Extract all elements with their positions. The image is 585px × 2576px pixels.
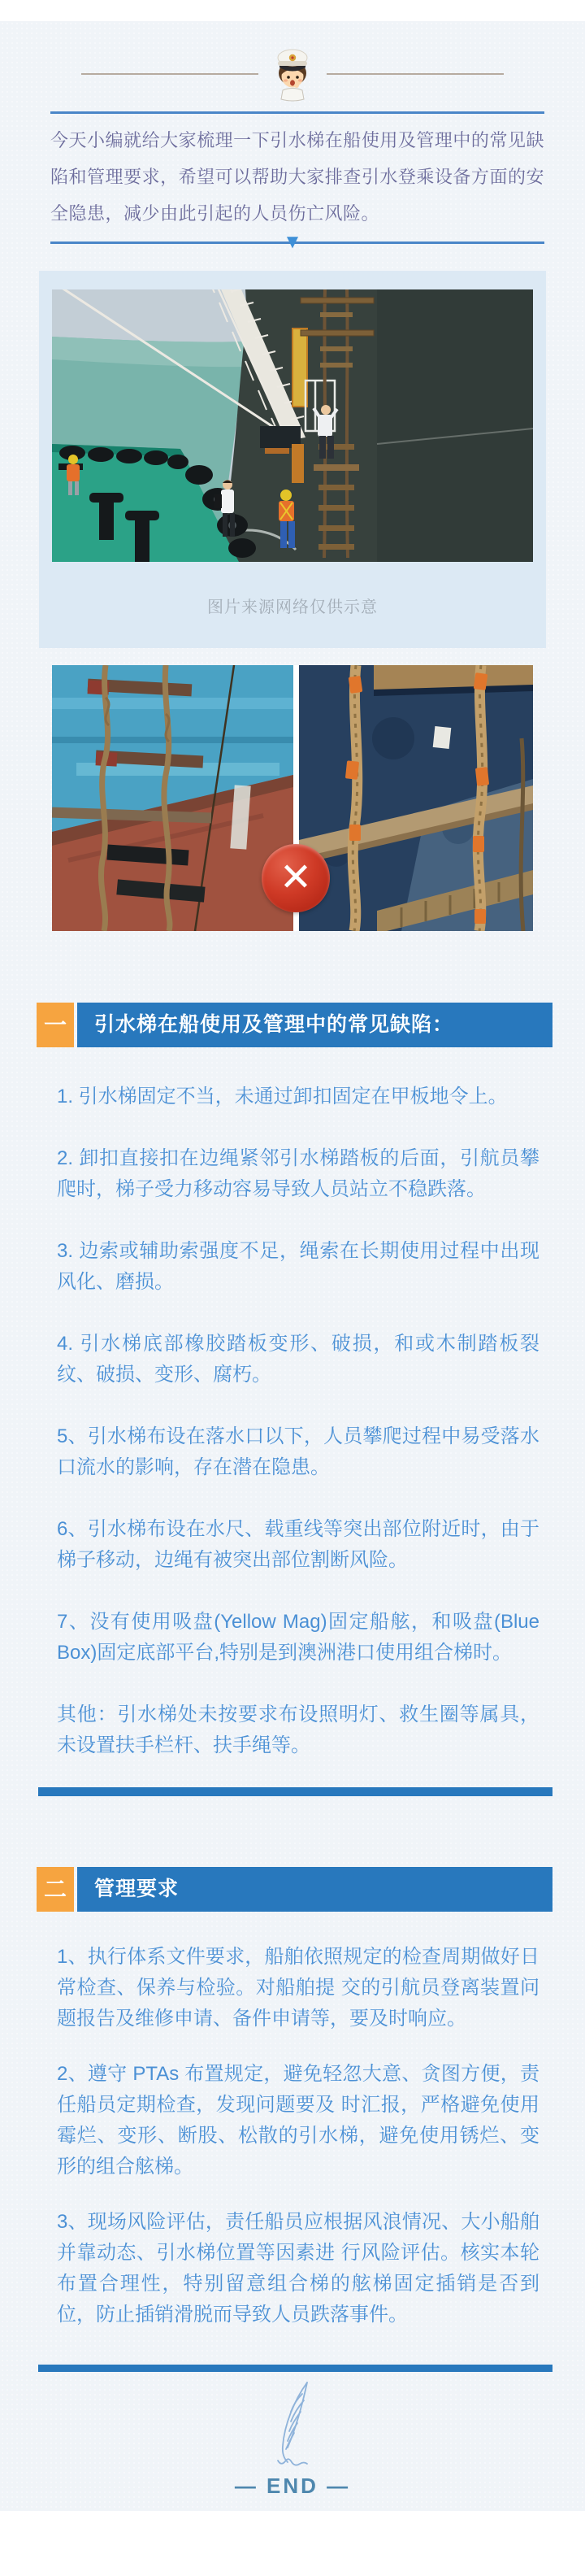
list-item: 3. 边索或辅助索强度不足，绳索在长期使用过程中出现风化、磨损。 — [57, 1240, 540, 1293]
section-2-title: 管理要求 — [94, 1878, 180, 1900]
defect-list — [57, 1081, 540, 1792]
left-panel — [52, 665, 293, 931]
feather-icon — [254, 2379, 332, 2470]
down-triangle-icon: ▼ — [283, 231, 302, 253]
error-x-glyph: ✕ — [279, 856, 313, 899]
end-label: — END — — [234, 2474, 351, 2498]
list-item: 其他：引水梯处未按要求布设照明灯、救生圈等属具，未设置扶手栏杆、扶手绳等。 — [57, 1704, 540, 1756]
intro-text: 今天小编就给大家梳理一下引水梯在船使用及管理中的常见缺陷和管理要求，希望可以帮助大家排查引水登乘设备方面的安全隐患，减少由此引起的人员伤亡风险。 — [50, 130, 544, 224]
photo-pilot-boarding[interactable] — [52, 289, 533, 562]
section-1-badge: 一 — [37, 1003, 74, 1047]
list-item: 4. 引水梯底部橡胶踏板变形、破损，和或木制踏板裂纹、破损、变形、腐朽。 — [57, 1333, 540, 1386]
section-2-title-bar — [77, 1867, 552, 1912]
list-item: 7、没有使用吸盘(Yellow Mag)固定船舷，和吸盘(Blue Box)固定底部平台,特别是到澳洲港口使用组合梯时。 — [57, 1611, 540, 1664]
right-panel — [299, 665, 533, 931]
list-item: 3、现场风险评估，责任船员应根据风浪情况、大小船舶并靠动态、引水梯位置等因素进 行风险评估。核实本轮布置合理性，特别留意组合梯的舷梯固定插销是否到位，防止插销滑脱而导致人员跌落事件。 — [57, 2211, 540, 2326]
management-list — [57, 1942, 540, 2355]
section-1-title: 引水梯在船使用及管理中的常见缺陷： — [94, 1013, 454, 1036]
list-item: 2、遵守 PTAs 布置规定，避免轻忽大意、贪图方便，责任船员定期检查，发现问题要及 时汇报，严格避免使用霉烂、变形、断股、松散的引水梯，避免使用锈烂、变形的组合舷梯。 — [57, 2063, 540, 2178]
list-item: 5、引水梯布设在落水口以下，人员攀爬过程中易受落水口流水的影响，存在潜在隐患。 — [57, 1425, 540, 1478]
intro-block — [50, 111, 544, 244]
list-item: 1、执行体系文件要求，船舶依照规定的检查周期做好日常检查、保养与检验。对船舶提 交的引航员登离装置问题报告及维修申请、备件申请等，要及时响应。 — [57, 1946, 540, 2030]
left-divider-line — [81, 73, 258, 75]
captain-avatar-icon — [269, 47, 316, 102]
list-item: 6、引水梯布设在水尺、载重线等突出部位附近时，由于梯子移动，边绳有被突出部位割断风险。 — [57, 1518, 540, 1571]
right-divider-line — [327, 73, 504, 75]
section-divider — [38, 1787, 552, 1796]
image-caption: 图片来源网络仅供示意 — [207, 598, 378, 616]
footer-divider — [38, 2365, 552, 2372]
section-2-badge: 二 — [37, 1867, 74, 1912]
section-1-title-bar — [77, 1003, 552, 1047]
error-x-icon — [262, 844, 330, 912]
list-item: 2. 卸扣直接扣在边绳紧邻引水梯踏板的后面，引航员攀爬时，梯子受力移动容易导致人员站立不稳跌落。 — [57, 1147, 540, 1200]
photo-card — [39, 271, 546, 648]
photo-defective-ladders-wrap — [52, 665, 533, 931]
list-item: 1. 引水梯固定不当，未通过卸扣固定在甲板地令上。 — [57, 1086, 508, 1107]
